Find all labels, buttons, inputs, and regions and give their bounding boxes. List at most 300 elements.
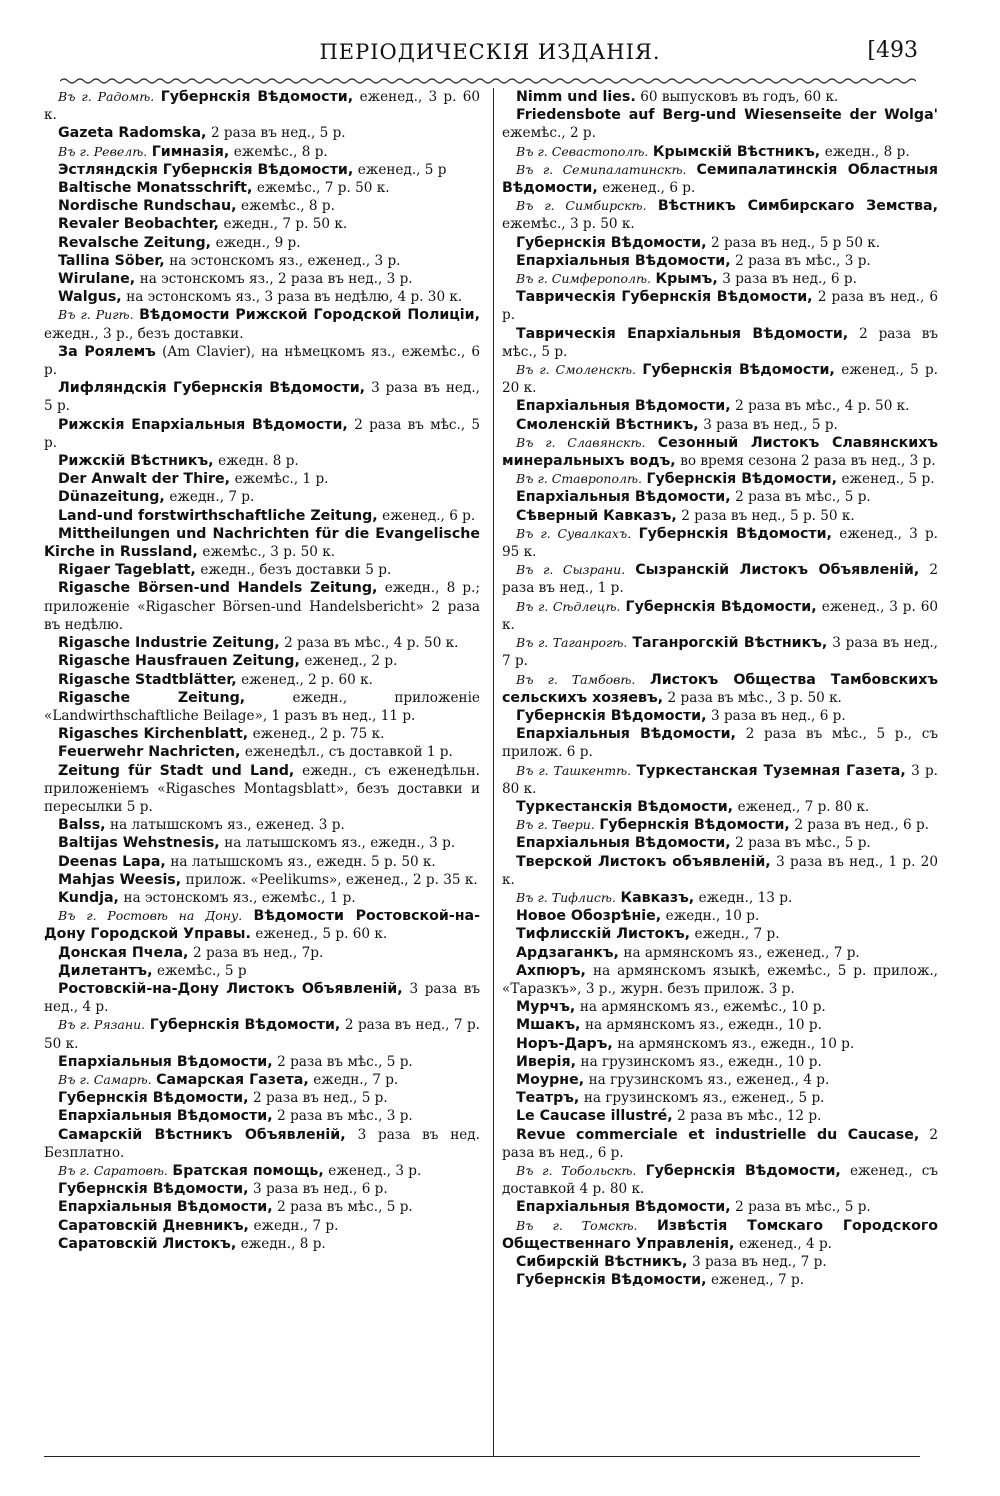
publication-details: ежемѣс., 8 р. <box>240 198 335 215</box>
listing-entry <box>44 671 480 689</box>
publication-name: Le Caucase illustré, <box>516 1108 673 1125</box>
listing-entry <box>44 634 480 652</box>
listing-entry <box>44 343 480 379</box>
listing-entry <box>502 1071 938 1089</box>
publication-name: Епархіальныя Вѣдомости, <box>516 1199 731 1216</box>
publication-name: Кавказъ, <box>620 889 695 906</box>
listing-entry <box>502 1126 938 1162</box>
publication-name: Губернскія Вѣдомости, <box>642 362 835 379</box>
city-label: Въ г. Симферополѣ. <box>516 271 651 287</box>
publication-name: Feuerwehr Nachricten, <box>58 744 241 761</box>
listing-entry <box>44 252 480 270</box>
publication-name: Смоленскій Вѣстникъ, <box>516 416 699 433</box>
publication-details: 2 раза въ мѣс., 3 р. <box>277 1108 413 1125</box>
listing-entry <box>44 561 480 579</box>
publication-name: Театръ, <box>516 1090 580 1107</box>
publication-details: еженед., 5 р. <box>841 471 935 488</box>
listing-entry <box>44 1126 480 1162</box>
listing-entry <box>502 88 938 106</box>
listing-entry <box>502 1217 938 1253</box>
publication-details: ежедн. 8 р. <box>218 453 299 470</box>
publication-name: Лифляндскія Губернскія Вѣдомости, <box>58 380 366 397</box>
publication-name: Mittheilungen und Nachrichten für die Evangelische Kirche in Russland, <box>44 525 480 561</box>
publication-name: Епархіальныя Вѣдомости, <box>516 398 731 415</box>
city-label: Въ г. Севастополѣ. <box>516 143 649 159</box>
left-column <box>44 88 480 1458</box>
publication-details: 3 раза въ нед., 7 р. <box>691 1254 827 1270</box>
listing-entry <box>44 1198 480 1216</box>
city-label: Въ г. Смоленскѣ. <box>516 362 637 378</box>
publication-details: на эстонскомъ яз., 3 раза въ недѣлю, 4 р. 30 к. <box>126 289 463 306</box>
listing-entry <box>502 1162 938 1198</box>
publication-details: 2 раза въ мѣс., 3 р. <box>735 252 871 269</box>
city-label: Въ г. Томскѣ. <box>516 1217 638 1233</box>
publication-name: Der Anwalt der Thire, <box>58 471 231 488</box>
publication-name: Zeitung für Stadt und Land, <box>58 762 295 779</box>
publication-name: Rigasche Hausfrauen Zeitung, <box>58 653 300 670</box>
city-label: Въ г. Тамбовѣ. <box>516 671 636 687</box>
publication-name: Dünazeitung, <box>58 489 165 506</box>
publication-name: Мшакъ, <box>516 1017 581 1034</box>
publication-details: ежедн., 8 р. <box>240 1235 326 1252</box>
city-label: Въ г. Радомѣ. <box>58 89 155 104</box>
publication-details: ежедн., 3 р., безъ доставки. <box>44 325 244 342</box>
publication-details: 3 раза въ нед., 6 р. <box>711 707 846 724</box>
listing-entry <box>44 379 480 415</box>
publication-name: Nordische Rundschau, <box>58 198 237 215</box>
listing-entry <box>502 725 938 761</box>
listing-entry <box>502 889 938 907</box>
publication-details: еженед., 7 р. 80 к. <box>737 798 870 815</box>
publication-details: на грузинскомъ яз., ежедн., 10 р. <box>580 1053 822 1070</box>
listing-entry <box>44 944 480 962</box>
publication-name: Gazeta Radomska, <box>58 125 207 142</box>
listing-entry <box>502 907 938 925</box>
publication-name: Епархіальныя Вѣдомости, <box>516 489 731 506</box>
listing-entry <box>44 525 480 561</box>
listing-entry <box>502 1253 938 1271</box>
city-label: Въ г. Ригѣ. <box>58 307 134 323</box>
publication-details: прилож. «Peelikums», еженед., 2 р. 35 к. <box>185 871 478 888</box>
publication-details: 3 р. 80 к. <box>502 762 938 797</box>
listing-entry <box>502 962 938 998</box>
publication-details: ежедн., 7 р. <box>169 489 255 506</box>
city-label: Въ г. Ташкентѣ. <box>516 762 632 778</box>
city-label: Въ г. Сѣдлецѣ. <box>516 598 621 614</box>
publication-name: Rigasche Zeitung, <box>58 689 246 706</box>
publication-name: Rigaer Tageblatt, <box>58 562 196 579</box>
listing-entry <box>44 143 480 161</box>
publication-details: ежедн., приложеніе «Landwirthschaftliche Beilage», 1 разъ въ нед., 11 р. <box>44 689 480 724</box>
listing-entry <box>44 907 480 943</box>
publication-name: Вѣдомости Ростовской-на-Дону Городской Управы. <box>44 908 480 943</box>
publication-name: Губернскія Вѣдомости, <box>58 1090 249 1107</box>
publication-details: 2 раза въ мѣс., 4 р. 50 к. <box>284 635 459 652</box>
publication-name: Revaler Beobachter, <box>58 216 219 233</box>
listing-entry <box>502 816 938 834</box>
publication-details: ежемѣс., 5 р <box>156 962 247 979</box>
publication-name: Rigasches Kirchenblatt, <box>58 726 249 743</box>
listing-entry <box>44 234 480 252</box>
publication-details: еженед., 5 р <box>357 161 447 178</box>
publication-details: ежемѣс., 7 р. 50 к. <box>256 180 390 197</box>
publication-details: 2 раза въ мѣс., 12 р. <box>677 1108 822 1125</box>
publication-name: Туркестанскія Вѣдомости, <box>516 798 734 815</box>
publication-details: еженед., 6 р. <box>602 180 696 197</box>
publication-name: Nimm und lies. <box>516 89 636 105</box>
publication-name: Сибирскій Вѣстникъ, <box>516 1254 688 1270</box>
publication-details: на латышскомъ яз., ежедн. 5 р. 50 к. <box>170 853 436 870</box>
listing-entry <box>502 488 938 506</box>
publication-name: Тифлисскій Листокъ, <box>516 926 691 943</box>
publication-details: ежедн., безъ доставки 5 р. <box>200 562 392 579</box>
publication-name: Епархіальныя Вѣдомости, <box>516 252 731 269</box>
listing-entry <box>502 762 938 798</box>
publication-details: еженед., 3 р. <box>328 1162 422 1179</box>
publication-details: ежедн., 9 р. <box>215 234 301 251</box>
listing-entry <box>502 252 938 270</box>
listing-entry <box>502 925 938 943</box>
publication-name: Revue commerciale et industrielle du Caucase, <box>516 1126 920 1143</box>
publication-details: 2 раза въ нед., 6 р. <box>502 289 938 324</box>
listing-entry <box>502 525 938 561</box>
publication-details: еженед., 2 р. 60 к. <box>241 671 373 688</box>
publication-details: на эстонскомъ яз., ежемѣс., 1 р. <box>123 889 356 906</box>
publication-details: 3 раза въ нед., 6 р. <box>722 271 857 288</box>
publication-name: Дилетантъ, <box>58 962 153 979</box>
city-label: Въ г. Тобольскѣ. <box>516 1162 637 1178</box>
columns <box>44 88 944 1458</box>
listing-entry <box>502 106 938 142</box>
publication-name: Гимназія, <box>151 143 230 160</box>
publication-name: Епархіальныя Вѣдомости, <box>516 726 736 743</box>
publication-details: еженед., 3 р. 95 к. <box>502 525 938 561</box>
publication-name: Саратовскій Дневникъ, <box>58 1217 249 1234</box>
publication-details: на грузинскомъ яз., еженед., 4 р. <box>588 1071 830 1088</box>
publication-name: Baltische Monatsschrift, <box>58 180 253 197</box>
listing-entry <box>44 288 480 306</box>
publication-name: Ростовскій-на-Дону Листокъ Объявленій, <box>58 980 403 997</box>
listing-entry <box>502 1107 938 1125</box>
header-wavy-rule <box>60 76 916 86</box>
listing-entry <box>44 270 480 288</box>
publication-details: ежемѣс., 2 р. <box>502 125 596 142</box>
publication-name: Епархіальныя Вѣдомости, <box>58 1199 273 1216</box>
publication-name: Walgus, <box>58 289 122 306</box>
city-label: Въ г. Симбирскѣ. <box>516 198 647 214</box>
publication-name: Листокъ Общества Тамбовскихъ сельскихъ хозяевъ, <box>502 671 938 706</box>
city-label: Въ г. Саратовѣ. <box>58 1162 168 1178</box>
listing-entry <box>44 1089 480 1107</box>
city-label: Въ г. Тифлисѣ. <box>516 889 616 905</box>
publication-details: еженед., 2 р. 75 к. <box>252 726 385 743</box>
city-label: Въ г. Сызрани. <box>516 562 626 578</box>
listing-entry <box>502 1053 938 1071</box>
listing-entry <box>44 161 480 179</box>
publication-details: еженед., 5 р. 60 к. <box>255 926 388 943</box>
publication-details: ежедн., 13 р. <box>698 889 793 906</box>
listing-entry <box>44 88 480 124</box>
listing-entry <box>502 671 938 707</box>
publication-name: Rigasche Industrie Zeitung, <box>58 635 280 652</box>
listing-entry <box>44 1162 480 1180</box>
publication-details: ежедн., 7 р. <box>253 1217 339 1234</box>
publication-name: Сызранскій Листокъ Объявленій, <box>635 562 920 579</box>
publication-details: 2 раза въ нед., 1 р. <box>502 562 938 597</box>
publication-details: еженедѣл., съ доставкой 1 р. <box>244 744 453 761</box>
listing-entry <box>44 1107 480 1125</box>
publication-name: Губернскія Вѣдомости, <box>516 1272 707 1289</box>
publication-details: 2 раза въ нед., 5 р. <box>253 1090 388 1107</box>
publication-details: ежемѣс., 3 р. 50 к. <box>502 216 635 233</box>
publication-details: ежемѣс., 1 р. <box>234 471 329 488</box>
publication-name: Rigasche Börsen-und Handels Zeitung, <box>58 580 378 597</box>
listing-entry <box>44 1016 480 1052</box>
listing-entry <box>44 124 480 142</box>
listing-entry <box>44 1071 480 1089</box>
listing-entry <box>44 1235 480 1253</box>
publication-name: Wirulane, <box>58 271 136 288</box>
listing-entry <box>502 234 938 252</box>
publication-name: Епархіальныя Вѣдомости, <box>58 1108 273 1125</box>
publication-name: Таганрогскій Вѣстникъ, <box>632 635 828 652</box>
publication-details: на латышскомъ яз., ежедн., 3 р. <box>224 835 456 852</box>
publication-details: на латышскомъ яз., еженед. 3 р. <box>110 817 345 834</box>
publication-details: ежемѣс., 8 р. <box>233 143 328 160</box>
listing-entry <box>44 197 480 215</box>
publication-name: Tallina Söber, <box>58 252 165 269</box>
publication-name: Сѣверный Кавказъ, <box>516 507 677 524</box>
publication-details: ежемѣс., 3 р. 50 к. <box>202 544 336 561</box>
publication-details: еженед., 5 р. 20 к. <box>502 362 938 397</box>
page-header <box>60 34 920 74</box>
city-label: Въ г. Твери. <box>516 817 595 833</box>
listing-entry <box>44 579 480 634</box>
listing-entry <box>44 215 480 233</box>
city-label: Въ г. Сувалкахъ. <box>516 525 632 541</box>
listing-entry <box>502 998 938 1016</box>
publication-name: Иверія, <box>516 1053 576 1070</box>
publication-details: (Am Clavier), на нѣмецкомъ яз., ежемѣс., 6 р. <box>44 343 480 379</box>
publication-details: ежедн., 8 р. <box>824 143 910 160</box>
publication-name: Таврическія Епархіальныя Вѣдомости, <box>516 325 849 342</box>
publication-name: Таврическія Губернскія Вѣдомости, <box>516 289 813 306</box>
publication-details: 2 раза въ мѣс., 5 р., съ прилож. 6 р. <box>502 726 938 761</box>
publication-name: Kundja, <box>58 889 119 906</box>
listing-entry <box>502 161 938 197</box>
publication-name: Губернскія Вѣдомости, <box>160 89 354 105</box>
publication-name: Вѣдомости Рижской Городской Полиціи, <box>139 307 480 324</box>
publication-name: Вѣстникъ Симбирскаго Земства, <box>657 198 938 215</box>
publication-details: 2 раза въ нед., 5 р. <box>210 125 346 142</box>
listing-entry <box>44 507 480 525</box>
city-label: Въ г. Рязани. <box>58 1017 146 1033</box>
publication-name: Mahjas Weesis, <box>58 871 182 888</box>
publication-name: Епархіальныя Вѣдомости, <box>516 835 731 852</box>
publication-details: на армянскомъ яз., еженед., 7 р. <box>623 944 860 961</box>
publication-details: еженед., съ доставкой 4 р. 80 к. <box>502 1162 938 1198</box>
listing-entry <box>502 434 938 470</box>
listing-entry <box>502 143 938 161</box>
publication-details: 3 раза въ нед., 7 р. <box>502 635 938 670</box>
listing-entry <box>502 1198 938 1216</box>
publication-details: 60 выпусковъ въ годъ, 60 к. <box>640 89 839 105</box>
listing-entry <box>44 834 480 852</box>
publication-details: на эстонскомъ яз., еженед., 3 р. <box>169 252 401 269</box>
publication-details: 2 раза въ мѣс., 3 р. 50 к. <box>667 689 842 706</box>
publication-details: 2 раза въ нед., 6 р. <box>794 817 929 834</box>
publication-name: Ахпюръ, <box>516 962 586 979</box>
publication-details: 2 раза въ нед., 5 р. 50 к. <box>681 507 855 524</box>
publication-name: Губернскія Вѣдомости, <box>516 234 707 251</box>
listing-entry <box>44 306 480 342</box>
publication-details: 2 раза въ мѣс., 5 р. <box>735 835 871 852</box>
listing-entry <box>44 488 480 506</box>
city-label: Въ г. Ставрополѣ. <box>516 471 642 487</box>
publication-details: еженед., 6 р. <box>382 507 476 524</box>
publication-name: Извѣстія Томскаго Городского Общественнаго Управленія, <box>502 1217 938 1252</box>
publication-details: 2 раза въ нед., 6 р. <box>502 1126 938 1161</box>
publication-details: еженед., 3 р. 60 к. <box>502 598 938 633</box>
publication-name: Губернскія Вѣдомости, <box>625 598 817 615</box>
publication-name: Губернскія Вѣдомости, <box>58 1181 249 1198</box>
publication-details: еженед., 3 р. 60 к. <box>44 89 480 124</box>
publication-name: Rigasche Stadtblätter, <box>58 671 237 688</box>
publication-details: 2 раза въ мѣс., 5 р. <box>735 489 871 506</box>
publication-details: 2 раза въ нед., 7р. <box>192 944 324 961</box>
listing-entry <box>44 743 480 761</box>
listing-entry <box>502 707 938 725</box>
publication-name: Крымъ, <box>655 271 718 288</box>
listing-entry <box>44 652 480 670</box>
publication-details: 2 раза въ нед., 7 р. 50 к. <box>44 1017 480 1052</box>
city-label: Въ г. Семипалатинскѣ. <box>516 161 687 177</box>
publication-details: ежедн., съ еженедѣльн. приложеніемъ «Rigasches Montagsblatt», безъ доставки и пересылки 5 р. <box>44 762 480 815</box>
listing-entry <box>502 834 938 852</box>
listing-entry <box>502 416 938 434</box>
publication-name: Губернскія Вѣдомости, <box>599 817 790 834</box>
publication-name: Губернскія Вѣдомости, <box>149 1017 341 1034</box>
publication-name: Губернскія Вѣдомости, <box>516 707 707 724</box>
listing-entry <box>44 179 480 197</box>
city-label: Въ г. Ростовѣ на Дону. <box>58 908 243 924</box>
publication-details: на армянскомъ языкѣ, ежемѣс., 5 р. прилож., «Таразкъ», 3 р., журн. безъ прилож. 3 р. <box>502 962 938 997</box>
publication-name: Balss, <box>58 817 106 834</box>
publication-details: 3 раза въ нед., 6 р. <box>253 1181 388 1198</box>
publication-name: Крымскій Вѣстникъ, <box>652 143 821 160</box>
bottom-rule <box>44 1456 920 1457</box>
listing-entry <box>502 1035 938 1053</box>
listing-entry <box>44 1053 480 1071</box>
publication-details: 2 раза въ мѣс., 5 р. <box>502 325 938 360</box>
publication-details: 3 раза въ нед., 5 р. <box>44 380 480 415</box>
publication-details: на армянскомъ яз., ежедн., 10 р. <box>617 1035 855 1052</box>
publication-details: на эстонскомъ яз., 2 раза въ нед., 3 р. <box>139 271 413 288</box>
publication-name: Сезонный Листокъ Славянскихъ минеральныхъ водъ, <box>502 434 938 470</box>
publication-name: Губернскія Вѣдомости, <box>646 471 837 488</box>
publication-details: 2 раза въ мѣс., 5 р. <box>44 416 480 451</box>
listing-entry <box>44 889 480 907</box>
publication-details: ежедн., 7 р. <box>313 1071 399 1088</box>
publication-name: Самарская Газета, <box>156 1071 309 1088</box>
publication-name: Рижскій Вѣстникъ, <box>58 453 214 470</box>
listing-entry <box>502 270 938 288</box>
publication-details: 2 раза въ мѣс., 4 р. 50 к. <box>735 398 910 415</box>
publication-name: Ардзаганкъ, <box>516 944 619 961</box>
listing-entry <box>44 689 480 725</box>
listing-entry <box>44 1217 480 1235</box>
listing-entry <box>502 634 938 670</box>
city-label: Въ г. Ревелѣ. <box>58 143 148 159</box>
publication-name: Саратовскій Листокъ, <box>58 1235 237 1252</box>
listing-entry <box>44 816 480 834</box>
publication-name: За Роялемъ <box>58 343 156 360</box>
publication-name: Моурне, <box>516 1071 585 1088</box>
publication-details: на армянскомъ яз., ежедн., 10 р. <box>584 1017 822 1034</box>
publication-name: Эстляндскія Губернскія Вѣдомости, <box>58 161 354 178</box>
right-column <box>502 88 938 1458</box>
publication-name: Land-und forstwirthschaftliche Zeitung, <box>58 507 378 524</box>
listing-entry <box>502 288 938 324</box>
listing-entry <box>44 725 480 743</box>
listing-entry <box>44 452 480 470</box>
publication-details: 3 раза въ нед. Безплатно. <box>44 1126 480 1161</box>
publication-name: Семипалатинскія Областныя Вѣдомости, <box>502 161 938 197</box>
publication-details: ежедн., 8 р.; приложеніе «Rigascher Börsen-und Handelsbericht» 2 раза въ недѣлю. <box>44 580 480 633</box>
listing-entry <box>44 980 480 1016</box>
listing-entry <box>44 871 480 889</box>
listing-entry <box>44 470 480 488</box>
publication-name: Мурчъ, <box>516 999 576 1016</box>
listing-entry <box>502 325 938 361</box>
publication-details: на грузинскомъ яз., еженед., 5 р. <box>583 1090 825 1107</box>
publication-name: Deenas Lapa, <box>58 853 166 870</box>
listing-entry <box>44 853 480 871</box>
listing-entry <box>502 1016 938 1034</box>
listing-entry <box>502 397 938 415</box>
listing-entry <box>502 561 938 597</box>
publication-name: Revalsche Zeitung, <box>58 234 212 251</box>
publication-name: Baltijas Wehstnesis, <box>58 835 220 852</box>
listing-entry <box>502 798 938 816</box>
publication-details: еженед., 7 р. <box>711 1272 805 1289</box>
listing-entry <box>502 853 938 889</box>
publication-name: Губернскія Вѣдомости, <box>638 525 832 542</box>
publication-details: 3 раза въ нед., 5 р. <box>703 416 838 433</box>
publication-details: 2 раза въ мѣс., 5 р. <box>277 1053 413 1070</box>
publication-name: Самарскій Вѣстникъ Объявленій, <box>58 1126 346 1143</box>
publication-details: ежедн., 7 р. <box>694 926 780 943</box>
listing-entry <box>502 470 938 488</box>
publication-details: еженед., 2 р. <box>304 653 398 670</box>
publication-name: Донская Пчела, <box>58 944 189 961</box>
listing-entry <box>502 197 938 233</box>
publication-name: Новое Обозрѣніе, <box>516 908 662 925</box>
page-number: [493 <box>867 38 918 63</box>
publication-name: Friedensbote auf Berg-und Wiesenseite der Wolga' <box>516 107 938 124</box>
publication-details: ежедн., 7 р. 50 к. <box>223 216 348 233</box>
listing-entry <box>44 1180 480 1198</box>
listing-entry <box>44 416 480 452</box>
publication-details: 2 раза въ мѣс., 5 р. <box>735 1199 871 1216</box>
listing-entry <box>502 507 938 525</box>
listing-entry <box>44 762 480 817</box>
publication-name: Братская помощь, <box>172 1162 324 1179</box>
city-label: Въ г. Таганрогѣ. <box>516 635 628 651</box>
publication-details: 2 раза въ мѣс., 5 р. <box>277 1199 413 1216</box>
publication-name: Норъ-Даръ, <box>516 1035 613 1052</box>
publication-name: Епархіальныя Вѣдомости, <box>58 1053 273 1070</box>
